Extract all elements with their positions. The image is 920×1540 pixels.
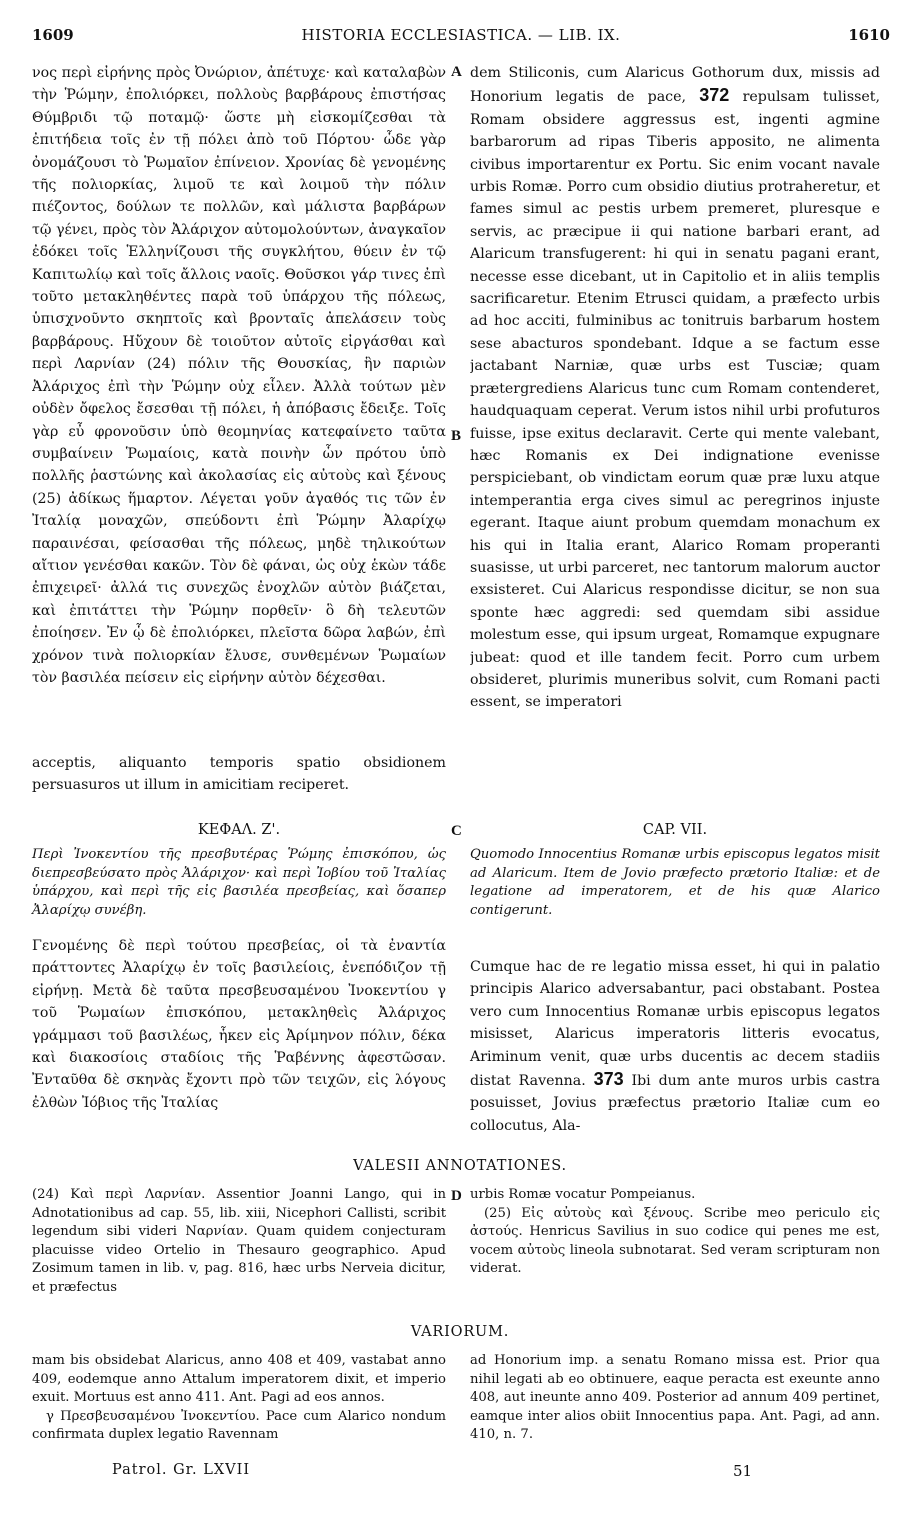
greek-chapter-title: Περὶ Ἰνοκεντίου τῆς πρεσβυτέρας Ῥώμης ἐπισκόπου, ὡς διεπρεσβεύσατο πρὸς Ἀλάριχον· καὶ περὶ Ἰοβίου τοῦ Ἰταλίας ὑπάρχου, καὶ περὶ τῆς εἰς βασιλέα πρεσβείας, καὶ ὅσαπερ Ἀλαρίχῳ συνέβη. (32, 847, 446, 918)
latin-paragraph-lower (470, 956, 880, 1137)
footer-signature: 51 (733, 1462, 753, 1480)
variorum-heading: VARIORUM. (410, 1324, 510, 1340)
latin-text-lower-b: Ibi dum ante muros urbis castra posuisset, Jovius præfectus prætorio Italiæ cum eo collocutus, Ala- (470, 1073, 880, 1134)
variorum-note-pagi: mam bis obsidebat Alaricus, anno 408 et 409, vastabat anno 409, eodemque anno Attalum imperatorem dixit, et imperio exuit. Mortuus est anno 411. Ant. Pagi ad eos annos. (32, 1353, 446, 1405)
latin-paragraph (470, 62, 880, 714)
greek-chapter-heading: ΚΕΦΑΛ. Ζ'. (197, 822, 281, 838)
valesii-note-24: (24) Καὶ περὶ Λαρνίαν. Assentior Joanni Lango, qui in Adnotationibus ad cap. 55, lib. xiii, Nicephori Callisti, scribit legendum sibi videri Ναρνίαν. Quam quidem conjecturam placuisse video Ortelio in Thesauro geographico. Apud Zosimum tamen in lib. v, pag. 816, hæc urbs Nerveia dicitur, et præfectus (32, 1187, 446, 1295)
latin-text-upper (470, 62, 880, 770)
footer-volume: Patrol. Gr. LXVII (112, 1462, 251, 1478)
valesii-heading: VALESII ANNOTATIONES. (353, 1158, 567, 1174)
greek-paragraph-lower: Γενομένης δὲ περὶ τούτου πρεσβείας, οἱ τὰ ἐναντία πράττοντες Ἀλαρίχῳ ἐν τοῖς βασιλείοις, ἐνεπόδιζον τῇ εἰρήνῃ. Μετὰ δὲ ταῦτα πρεσβευσαμένου Ἰνοκεντίου γ τοῦ Ῥωμαίων ἐπισκόπου, μετακληθεὶς Ἀλάριχος γράμμασι τοῦ βασιλέως, ἧκεν εἰς Ἀρίμηνον πόλιν, δέκα καὶ διακοσίοις σταδίοις τῆς Ῥαβέννης ἀφεστῶσαν. Ἐνταῦθα δὲ σκηνὰς ἔχοντι πρὸ τῶν τειχῶν, εἰς λόγους ἐλθὼν Ἰόβιος τῆς Ἰταλίας (32, 938, 446, 1111)
latin-text-upper-b: repulsam tulisset, Romam obsidere aggressus est, ingenti agmine barbarorum ad ripas Tiberis apposito, ne alimenta civibus importarentur ex Portu. Sic enim vocant navale urbis Romæ. Porro cum obsidio diutius protraheretur, et fames simul ac pestis urbem premeret, pluresque e servis, ac præcipue ii qui natione barbari erant, ad Alaricum transfugerent: hi qui in senatu pagani erant, necesse esse dicebant, ut in Capitolio et in aliis templis sacrificaretur. Etenim Etrusci quidam, a præfecto urbis ad hoc acciti, fulminibus ac tonitruis barbarum hostem sese abacturos spondebant. Idque a se factum esse jactabant Narniæ, quæ urbs est Tusciæ; quam prætergrediens Alaricus tunc cum Romam contenderet, haudquaquam ceperat. Verum istos nihil urbi profuturos fuisse, ipse exitus declaravit. Certe qui mente valebant, hæc Romanis ex Dei indignatione evenisse perspiciebant, ob vindictam eorum quæ præ luxu atque intemperantia erga cives simul ac peregrinos injuste egerant. Itaque aiunt probum quemdam monachum ex his qui in Italia erant, Alarico Romam properanti suasisse, ut urbi parceret, nec tantorum malorum auctor exsisteret. Cui Alaricus respondisse dicitur, se non sua sponte hæc aggredi: sed quemdam sibi assidue molestum esse, qui ipsum urgeat, Romamque expugnare jubeat: quod et ille tandem fecit. Porro cum urbem obsideret, plurimis muneribus solvit, cum Romani pacti essent, se imperatori (470, 89, 880, 711)
variorum-note-legatio: ad Honorium imp. a senatu Romano missa est. Prior qua nihil legati ab eo obtinuere, eaque peracta est exeunte anno 408, aut ineunte anno 409. Posterior ad annum 409 pertinet, eamque inter alios obiit Innocentius papa. Ant. Pagi, ad ann. 410, n. 7. (470, 1353, 880, 1442)
continuation-text: acceptis, aliquanto temporis spatio obsidionem persuasuros ut illum in amicitiam reciperet. (32, 755, 446, 794)
margin-letter-d: D (451, 1188, 462, 1204)
greek-text-lower (32, 935, 446, 1114)
latin-text-upper-a: dem Stiliconis, cum Alaricus Gothorum dux, missis ad Honorium legatis de pace, (470, 65, 880, 106)
latin-chapter-title: Quomodo Innocentius Romanæ urbis episcopus legatos misit ad Alaricum. Item de Jovio præfecto prætorio Italiæ: et de legatione ad imperatorem, et de his quæ Alarico contigerunt. (470, 847, 880, 918)
running-head (32, 26, 890, 48)
latin-continuation (32, 752, 446, 797)
valesii-note-right (470, 1186, 880, 1279)
margin-letter-b: B (451, 428, 462, 444)
column-marker-373: 373 (593, 1069, 624, 1090)
latin-chapter-heading: CAP. VII. (642, 822, 708, 838)
column-number-right: 1610 (848, 26, 890, 44)
running-title: HISTORIA ECCLESIASTICA. — LIB. IX. (301, 26, 621, 44)
greek-text-upper (32, 62, 446, 724)
column-number-left: 1609 (32, 26, 74, 44)
valesii-note-25: (25) Εἰς αὐτοὺς καὶ ξένους. Scribe meo periculo εἰς ἀστούς. Henricus Savilius in suo codice qui penes me est, vocem αὐτοὺς lineola subnotarat. Sed veram scripturam non viderat. (470, 1205, 880, 1276)
variorum-note-gamma: γ Πρεσβευσαμένου Ἰνοκεντίου. Pace cum Alarico nondum confirmata duplex legatio Ravennam (32, 1408, 446, 1442)
valesii-note-left (32, 1186, 446, 1297)
valesii-note-24-end: urbis Romæ vocatur Pompeianus. (470, 1187, 696, 1202)
margin-letter-a: A (451, 64, 462, 80)
variorum-note-left (32, 1352, 446, 1445)
column-marker-372: 372 (699, 85, 730, 106)
margin-letter-c: C (451, 823, 462, 839)
greek-paragraph: νος περὶ εἰρήνης πρὸς Ὀνώριον, ἀπέτυχε· καὶ καταλαβὼν τὴν Ῥώμην, ἐπολιόρκει, πολλοὺς βαρβάρους ἐπιστήσας Θύμβριδι τῷ ποταμῷ· ὥστε μὴ εἰσκομίζεσθαι τὰ ἐπιτήδεια τοῖς ἐν τῇ πόλει ἀπὸ τοῦ Πόρτου· ὧδε γὰρ ὀνομάζουσι τὸ Ῥωμαῖον ἐπίνειον. Χρονίας δὲ γενομένης τῆς πολιορκίας, λιμοῦ τε καὶ λοιμοῦ τὴν πόλιν πιέζοντος, δούλων τε πολλῶν, καὶ μάλιστα βαρβάρων τῷ γένει, πρὸς τὸν Ἀλάριχον αὐτομολούντων, ἀναγκαῖον ἐδόκει τοῖς Ἑλληνίζουσι τῆς συγκλήτου, θύειν ἐν τῷ Καπιτωλίῳ καὶ τοῖς ἄλλοις ναοῖς. Θοῦσκοι γάρ τινες ἐπὶ τοῦτο μετακληθέντες παρὰ τοῦ ὑπάρχου τῆς πόλεως, ὑπισχνοῦντο σκηπτοῖς καὶ βρονταῖς ἀπελάσειν τοὺς βαρβάρους. Ηὔχουν δὲ τοιοῦτον αὐτοῖς εἰργάσθαι καὶ περὶ Λαρνίαν (24) πόλιν τῆς Θουσκίας, ἣν παριὼν Ἀλάριχος ἐπὶ τὴν Ῥώμην οὐχ εἷλεν. Ἀλλὰ τούτων μὲν οὐδὲν ὄφελος ἔσεσθαι τῇ πόλει, ἡ ἀπόβασις ἔδειξε. Τοῖς γὰρ εὖ φρονοῦσιν ὑπὸ θεομηνίας κατεφαίνετο ταῦτα συμβαίνειν Ῥωμαίοις, κατὰ ποινὴν ὧν πρότου ὑπὸ πολλῆς ῥαστώνης καὶ ἀκολασίας εἰς αὐτοὺς καὶ ξένους (25) ἀδίκως ἥμαρτον. Λέγεται γοῦν ἀγαθός τις τῶν ἐν Ἰταλίᾳ μοναχῶν, σπεύδοντι ἐπὶ Ῥώμην Ἀλαρίχῳ παραινέσαι, φείσασθαι τῆς πόλεως, μηδὲ τηλικούτων αἴτιον γενέσθαι κακῶν. Τὸν δὲ φάναι, ὡς οὐχ ἑκὼν τάδε ἐπιχειρεῖ· ἀλλά τις συνεχῶς ἐνοχλῶν αὐτὸν βιάζεται, καὶ ἐπιτάττει τὴν Ῥώμην πορθεῖν· ὃ δὴ τελευτῶν ἐποίησεν. Ἐν ᾧ δὲ ἐπολιόρκει, πλεῖστα δῶρα λαβών, ἐπὶ χρόνον τινὰ πολιορκίαν ἔλυσε, συνθεμένων Ῥωμαίων τὸν βασιλέα πείσειν εἰς εἰρήνην αὐτὸν δέχεσθαι. (32, 65, 446, 686)
latin-text-lower (470, 956, 880, 1137)
variorum-note-right (470, 1352, 880, 1445)
latin-text-lower-a: Cumque hac de re legatio missa esset, hi qui in palatio principis Alarico adversabantur, paci obstabant. Postea vero cum Innocentius Romanæ urbis episcopus legatos misisset, Alaricus imperatoris litteris evocatus, Ariminum venit, quæ urbs ducentis ac decem stadiis distat Ravenna. (470, 959, 880, 1090)
